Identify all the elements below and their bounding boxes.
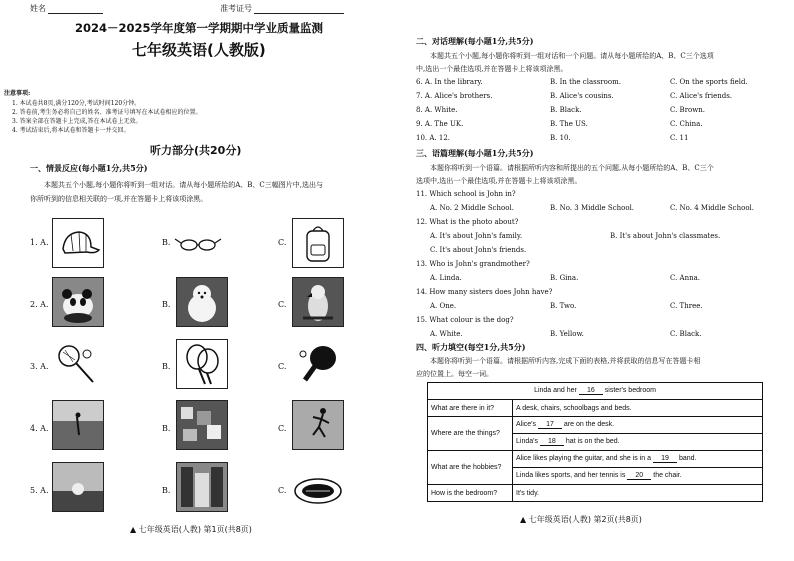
cap-icon[interactable] bbox=[52, 218, 104, 268]
row2a-pre: Alice's bbox=[516, 421, 537, 428]
q2-c-label: C. bbox=[278, 300, 287, 309]
left-footer bbox=[130, 524, 252, 535]
section4-title: 四、听力填空(每空1分,共5分) bbox=[416, 342, 526, 352]
right-footer-text: 七年级英语(人教) 第2页(共8页) bbox=[528, 515, 642, 524]
note-2: 2. 答卷前,考生务必将自己的姓名、准考证号填写在本试卷相应的位置。 bbox=[12, 109, 202, 116]
polar-bear-photo[interactable] bbox=[176, 277, 228, 327]
q11-a: A. No. 2 Middle School. bbox=[430, 204, 514, 212]
q2-label: 2. A. bbox=[30, 300, 49, 309]
running-photo[interactable] bbox=[292, 400, 344, 450]
q6-c: C. On the sports field. bbox=[670, 78, 748, 86]
row3a-pre: Alice likes playing the guitar, and she is in a bbox=[516, 455, 652, 462]
table-row bbox=[428, 417, 763, 434]
row3b-answer bbox=[513, 468, 763, 485]
blank-17[interactable]: 17 bbox=[538, 421, 562, 429]
blank-18[interactable]: 18 bbox=[540, 438, 564, 446]
section2-title: 二、对话理解(每小题1分,共5分) bbox=[416, 36, 534, 46]
blank-20[interactable]: 20 bbox=[627, 472, 651, 480]
q4-c-label: C. bbox=[278, 424, 287, 433]
section4-instruction-2: 应的位置上。每空一词。 bbox=[416, 370, 493, 378]
q6-a: 6. A. In the library. bbox=[416, 78, 483, 86]
note-3: 3. 答案全部在答题卡上完成,答在本试卷上无效。 bbox=[12, 118, 142, 125]
backpack-icon[interactable] bbox=[292, 218, 344, 268]
header-post: sister's bedroom bbox=[604, 387, 656, 394]
name-field bbox=[30, 3, 103, 14]
q15-b: B. Yellow. bbox=[550, 330, 584, 338]
exam-no-label: 准考证号 bbox=[220, 4, 252, 13]
q15-a: A. White. bbox=[430, 330, 463, 338]
q9-a: 9. A. The UK. bbox=[416, 120, 464, 128]
crowd-photo[interactable] bbox=[176, 400, 228, 450]
exam-no-field bbox=[220, 3, 344, 14]
beach-photo[interactable] bbox=[52, 400, 104, 450]
q10-b: B. 10. bbox=[550, 134, 571, 142]
ping-pong-icon[interactable] bbox=[292, 339, 344, 389]
note-4: 4. 考试结束后,将本试卷和答题卡一并交回。 bbox=[12, 127, 130, 134]
triangle-icon: ▲ bbox=[130, 525, 137, 534]
q8-a: 8. A. White. bbox=[416, 106, 458, 114]
q11-c: C. No. 4 Middle School. bbox=[670, 204, 754, 212]
row3b-pre: Linda likes sports, and her tennis is bbox=[516, 472, 626, 479]
row3b-post: the chair. bbox=[653, 472, 682, 479]
q14-c: C. Three. bbox=[670, 302, 703, 310]
section2-instruction: 本题共五个小题,每小题你将听到一组对话和一个问题。请从每小题所给的A、B、C三个选项 bbox=[430, 52, 714, 60]
note-1: 1. 本试卷共8页,满分120分,考试时间120分钟。 bbox=[12, 100, 141, 107]
row2b-pre: Linda's bbox=[516, 438, 538, 445]
q5-c-label: C. bbox=[278, 486, 287, 495]
table-row bbox=[428, 400, 763, 417]
exam-subtitle: 七年级英语(人教版) bbox=[132, 41, 266, 59]
section4-instruction: 本题你将听到一个语篇。请根据所听内容,完成下面的表格,并将获取的信息写在答题卡相 bbox=[430, 357, 701, 365]
section2-instruction-2: 中,选出一个最佳选项,并在答题卡上将该项涂黑。 bbox=[416, 65, 568, 73]
q11-text: 11. Which school is John in? bbox=[416, 190, 516, 198]
q5-label: 5. A. bbox=[30, 486, 49, 495]
q4-b-label: B. bbox=[162, 424, 171, 433]
q12-a: A. It's about John's family. bbox=[430, 232, 523, 240]
exam-no-blank bbox=[254, 5, 344, 14]
rackets-icon[interactable] bbox=[176, 339, 228, 389]
table-row bbox=[428, 485, 763, 502]
row2-question: Where are the things? bbox=[428, 417, 513, 451]
badminton-icon[interactable] bbox=[52, 339, 104, 389]
section3-instruction-2: 选项中,选出一个最佳选项,并在答题卡上将该项涂黑。 bbox=[416, 177, 582, 185]
row2a-answer bbox=[513, 417, 763, 434]
q10-c: C. 11 bbox=[670, 134, 689, 142]
library-photo[interactable] bbox=[176, 462, 228, 512]
section1-instruction: 本题共五个小题,每小题你将听到一组对话。请从每小题所给的A、B、C三幅图片中,选出与 bbox=[44, 181, 324, 189]
row2b-post: hat is on the bed. bbox=[565, 438, 620, 445]
q7-b: B. Alice's cousins. bbox=[550, 92, 614, 100]
parrot-photo[interactable] bbox=[292, 277, 344, 327]
row1-question: What are there in it? bbox=[428, 400, 513, 417]
right-page bbox=[400, 0, 794, 561]
listening-title: 听力部分(共20分) bbox=[150, 144, 242, 157]
q8-b: B. Black. bbox=[550, 106, 582, 114]
q13-text: 13. Who is John's grandmother? bbox=[416, 260, 530, 268]
triangle-icon: ▲ bbox=[520, 515, 527, 524]
sunset-photo[interactable] bbox=[52, 462, 104, 512]
stadium-photo[interactable] bbox=[292, 462, 344, 512]
row3-question: What are the hobbies? bbox=[428, 451, 513, 485]
section1-title: 一、情景反应(每小题1分,共5分) bbox=[30, 163, 148, 173]
row3a-answer bbox=[513, 451, 763, 468]
q13-a: A. Linda. bbox=[430, 274, 462, 282]
section3-instruction: 本题你将听到一个语篇。请根据所听内容和所提出的五个问题,从每小题所给的A、B、C三个 bbox=[430, 164, 714, 172]
q3-label: 3. A. bbox=[30, 362, 49, 371]
table-row bbox=[428, 383, 763, 400]
row1-answer: A desk, chairs, schoolbags and beds. bbox=[513, 400, 763, 417]
q3-c-label: C. bbox=[278, 362, 287, 371]
section3-title: 三、语篇理解(每小题1分,共5分) bbox=[416, 148, 534, 158]
name-blank bbox=[48, 5, 103, 14]
panda-photo[interactable] bbox=[52, 277, 104, 327]
exam-title: 2024－2025学年度第一学期期中学业质量监测 bbox=[75, 21, 324, 35]
q4-label: 4. A. bbox=[30, 424, 49, 433]
q15-text: 15. What colour is the dog? bbox=[416, 316, 514, 324]
q7-a: 7. A. Alice's brothers. bbox=[416, 92, 493, 100]
q6-b: B. In the classroom. bbox=[550, 78, 621, 86]
header-pre: Linda and her bbox=[534, 387, 577, 394]
row3a-post: band. bbox=[678, 455, 697, 462]
table-row bbox=[428, 451, 763, 468]
right-footer bbox=[520, 514, 642, 525]
q10-a: 10. A. 12. bbox=[416, 134, 450, 142]
q5-b-label: B. bbox=[162, 486, 171, 495]
q14-b: B. Two. bbox=[550, 302, 577, 310]
section1-instruction-2: 你所听到的信息相关联的一项,并在答题卡上将该项涂黑。 bbox=[30, 195, 208, 203]
q9-c: C. China. bbox=[670, 120, 703, 128]
row2b-answer bbox=[513, 434, 763, 451]
q1-label: 1. A. bbox=[30, 238, 49, 247]
q3-b-label: B. bbox=[162, 362, 171, 371]
name-label: 姓名 bbox=[30, 4, 46, 13]
q13-c: C. Anna. bbox=[670, 274, 701, 282]
q8-c: C. Brown. bbox=[670, 106, 705, 114]
q12-text: 12. What is the photo about? bbox=[416, 218, 519, 226]
table-header bbox=[428, 383, 763, 400]
row4-answer: It's tidy. bbox=[513, 485, 763, 502]
q14-text: 14. How many sisters does John have? bbox=[416, 288, 553, 296]
q14-a: A. One. bbox=[430, 302, 457, 310]
q1-b-label: B. bbox=[162, 238, 171, 247]
left-footer-text: 七年级英语(人教) 第1页(共8页) bbox=[138, 525, 252, 534]
q2-b-label: B. bbox=[162, 300, 171, 309]
notes-title: 注意事项: bbox=[4, 90, 31, 97]
q13-b: B. Gina. bbox=[550, 274, 579, 282]
blank-16[interactable]: 16 bbox=[579, 387, 603, 395]
row4-question: How is the bedroom? bbox=[428, 485, 513, 502]
q1-c-label: C. bbox=[278, 238, 287, 247]
q12-c: C. It's about John's friends. bbox=[430, 246, 527, 254]
glasses-icon[interactable] bbox=[172, 218, 224, 268]
q9-b: B. The US. bbox=[550, 120, 588, 128]
q7-c: C. Alice's friends. bbox=[670, 92, 733, 100]
q15-c: C. Black. bbox=[670, 330, 702, 338]
q11-b: B. No. 3 Middle School. bbox=[550, 204, 635, 212]
fill-in-table bbox=[427, 382, 763, 502]
row2a-post: are on the desk. bbox=[563, 421, 615, 428]
blank-19[interactable]: 19 bbox=[653, 455, 677, 463]
q12-b: B. It's about John's classmates. bbox=[610, 232, 721, 240]
